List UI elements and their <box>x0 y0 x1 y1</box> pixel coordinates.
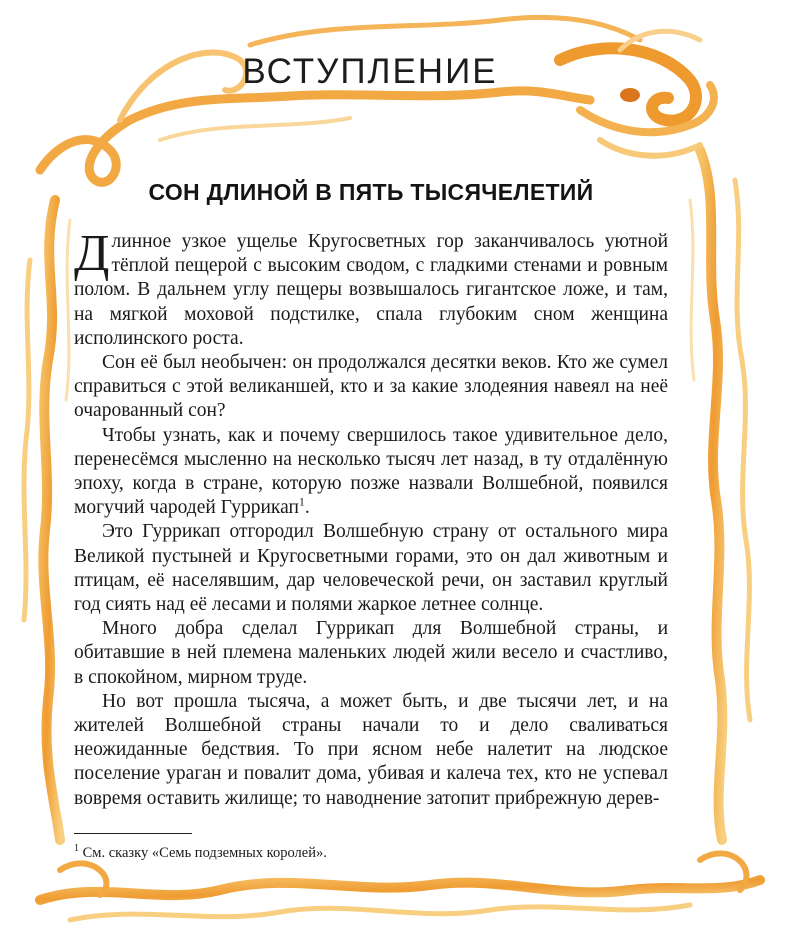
footnote-marker: 1 <box>74 843 79 854</box>
drop-cap: Д <box>74 225 110 282</box>
paragraph-3-text: Чтобы узнать, как и почему свершилось такое удивительное дело, перенесёмся мысленно на несколько тысяч лет назад, в ту отдалённую эпоху, когда в стране, которую позже назвали Волшебной, появился могучий чародей Гуррикап <box>74 424 668 519</box>
paragraph-6: Но вот прошла тысяча, а может быть, и две тысячи лет, и на жителей Волшебной страны начали то и дело сваливаться неожиданные бедствия. То при ясном небе налетит на людское поселение ураган и повалит дома, убивая и калеча тех, кто не успевал вовремя оставить жилище; то наводнение затопит прибрежную дерев- <box>74 690 668 809</box>
paragraph-4: Это Гуррикап отгородил Волшебную страну от остального мира Великой пустыней и Кругосветными горами, это он дал животным и птицам, её населявшим, дар человеческой речи, он заставил круглый год сиять над её лесами и полями жаркое летнее солнце. <box>74 521 668 616</box>
footnote-divider <box>74 833 192 834</box>
footnote-reference: 1 <box>298 494 305 509</box>
dragon-head-ornament <box>560 31 714 155</box>
paragraph-5: Много добра сделал Гуррикап для Волшебной страны, и обитавшие в ней племена маленьких людей жили весело и счастливо, в спокойном, мирном труде. <box>74 618 668 688</box>
footnote-text: См. сказку «Семь подземных королей». <box>79 844 327 861</box>
body-text <box>74 225 668 811</box>
paragraph-3 <box>74 424 668 521</box>
page-heading: ВСТУПЛЕНИЕ <box>242 52 498 91</box>
chapter-title: СОН ДЛИНОЙ В ПЯТЬ ТЫСЯЧЕЛЕТИЙ <box>148 179 594 205</box>
paragraph-3-end: . <box>304 497 310 519</box>
paragraph-1-text: линное узкое ущелье Кругосветных гор заканчивалось уютной тёплой пещерой с высоким сводом, с гладкими стенами и ровным полом. В дальнем углу пещеры возвышалось гигантское ложе, и там, на мягкой моховой подстилке, спала глубоким сном женщина исполинского роста. <box>74 231 668 349</box>
paragraph-1 <box>74 225 668 351</box>
footnote <box>74 843 327 862</box>
paragraph-2: Сон её был необычен: он продолжался десятки веков. Кто же сумел справиться с этой великаншей, кто и за какие злодеяния навеял на неё очарованный сон? <box>74 352 668 422</box>
